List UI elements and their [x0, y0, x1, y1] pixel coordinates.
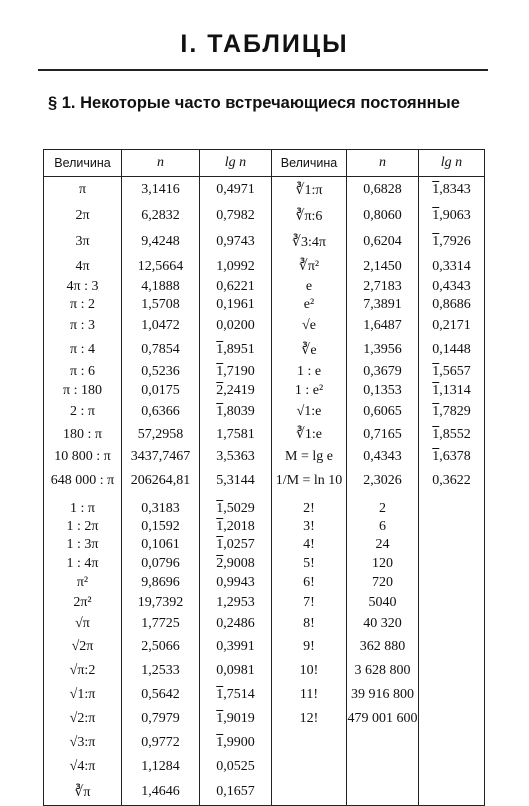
- table-row: [44, 446, 485, 467]
- mantissa: ,5657: [439, 363, 471, 379]
- table-row: [44, 755, 485, 779]
- n-cell: 0,7854: [122, 338, 200, 362]
- n-cell: 19,7392: [122, 593, 200, 613]
- n-cell: 57,2958: [122, 423, 200, 446]
- lg-n-cell: 0,9943: [200, 573, 272, 593]
- n-cell: 0,7979: [122, 707, 200, 731]
- lg-n-cell: [200, 400, 272, 423]
- lg-n-cell: 0,2486: [200, 613, 272, 635]
- bar-characteristic: 1: [432, 182, 440, 197]
- n-cell-2: 0,4343: [347, 446, 419, 467]
- n-cell-2: 0,7165: [347, 423, 419, 446]
- table-row: [44, 593, 485, 613]
- quantity-cell: π²: [44, 573, 122, 593]
- n-cell-2: [347, 779, 419, 806]
- header-quantity: Величина: [44, 150, 122, 177]
- n-cell: 0,6366: [122, 400, 200, 423]
- n-cell-2: [347, 731, 419, 755]
- lg-n-cell: 0,0525: [200, 755, 272, 779]
- quantity-cell-2: ∛1:e: [272, 423, 347, 446]
- table-row: [44, 381, 485, 400]
- quantity-cell-2: 6!: [272, 573, 347, 593]
- lg-n-cell: 0,9743: [200, 229, 272, 255]
- n-cell: 0,5236: [122, 362, 200, 381]
- lg-n-cell-2: [419, 518, 485, 536]
- lg-n-cell: [200, 731, 272, 755]
- quantity-cell: 2 : π: [44, 400, 122, 423]
- bar-characteristic: 1: [432, 426, 440, 442]
- bar-characteristic: 1: [216, 519, 224, 534]
- mantissa: ,1314: [439, 382, 471, 398]
- header-lg-n-2: lg n: [419, 150, 485, 177]
- quantity-cell: √π: [44, 613, 122, 635]
- table-row: [44, 467, 485, 495]
- quantity-cell: π : 180: [44, 381, 122, 400]
- lg-n-cell: [200, 683, 272, 707]
- table-row: [44, 400, 485, 423]
- n-cell-2: 120: [347, 554, 419, 573]
- quantity-cell: 2π: [44, 203, 122, 229]
- quantity-cell: √2:π: [44, 707, 122, 731]
- quantity-cell-2: M = lg e: [272, 446, 347, 467]
- lg-n-cell-2: 0,1448: [419, 338, 485, 362]
- mantissa: ,8951: [223, 342, 255, 357]
- bar-characteristic: 1: [432, 363, 440, 379]
- mantissa: ,8039: [223, 403, 255, 419]
- bar-characteristic: 1: [216, 403, 224, 419]
- lg-n-cell: [200, 554, 272, 573]
- header-quantity-2: Величина: [272, 150, 347, 177]
- quantity-cell-2: 4!: [272, 536, 347, 554]
- lg-n-cell-2: [419, 203, 485, 229]
- bar-characteristic: 1: [432, 234, 440, 249]
- n-cell: 1,5708: [122, 296, 200, 314]
- table-header-row: [44, 150, 485, 177]
- lg-n-cell: 0,1657: [200, 779, 272, 806]
- quantity-cell-2: 1/M = ln 10: [272, 467, 347, 495]
- n-cell-2: 2,3026: [347, 467, 419, 495]
- n-cell-2: 0,8060: [347, 203, 419, 229]
- bar-characteristic: 1: [216, 735, 224, 750]
- lg-n-cell-2: [419, 707, 485, 731]
- lg-n-cell: 0,7982: [200, 203, 272, 229]
- lg-n-cell-2: [419, 779, 485, 806]
- n-cell: 0,5642: [122, 683, 200, 707]
- quantity-cell-2: ∛π:6: [272, 203, 347, 229]
- header-n-2: n: [347, 150, 419, 177]
- lg-n-cell-2: [419, 554, 485, 573]
- mantissa: ,7926: [439, 234, 471, 249]
- n-cell-2: 6: [347, 518, 419, 536]
- quantity-cell-2: 2!: [272, 495, 347, 518]
- bar-characteristic: 2: [216, 555, 224, 571]
- lg-n-cell: [200, 495, 272, 518]
- n-cell: 1,4646: [122, 779, 200, 806]
- n-cell: 9,4248: [122, 229, 200, 255]
- mantissa: ,0257: [223, 537, 255, 552]
- quantity-cell-2: 8!: [272, 613, 347, 635]
- bar-characteristic: 1: [216, 537, 224, 552]
- n-cell: 1,7725: [122, 613, 200, 635]
- n-cell-2: 0,3679: [347, 362, 419, 381]
- n-cell-2: 40 320: [347, 613, 419, 635]
- quantity-cell: 1 : 4π: [44, 554, 122, 573]
- bar-characteristic: 1: [432, 448, 440, 464]
- lg-n-cell: 1,2953: [200, 593, 272, 613]
- n-cell: 2,5066: [122, 635, 200, 659]
- table-row: [44, 554, 485, 573]
- n-cell: 9,8696: [122, 573, 200, 593]
- lg-n-cell: [200, 381, 272, 400]
- bar-characteristic: 1: [216, 363, 224, 379]
- header-lg-n: lg n: [200, 150, 272, 177]
- n-cell-2: 0,6828: [347, 177, 419, 204]
- quantity-cell: √2π: [44, 635, 122, 659]
- table-row: [44, 613, 485, 635]
- mantissa: ,6378: [439, 448, 471, 464]
- table-row: [44, 635, 485, 659]
- n-cell: 3,1416: [122, 177, 200, 204]
- lg-n-cell-2: 0,8686: [419, 296, 485, 314]
- lg-n-cell-2: [419, 536, 485, 554]
- lg-n-cell-2: [419, 400, 485, 423]
- mantissa: ,8343: [439, 182, 471, 197]
- lg-n-cell-2: [419, 659, 485, 683]
- n-cell: 3437,7467: [122, 446, 200, 467]
- table-row: [44, 573, 485, 593]
- bar-characteristic: 1: [432, 382, 440, 398]
- table-row: [44, 229, 485, 255]
- n-cell-2: 2,7183: [347, 278, 419, 296]
- mantissa: ,2419: [223, 382, 255, 398]
- lg-n-cell: 0,3991: [200, 635, 272, 659]
- table-row: [44, 683, 485, 707]
- quantity-cell: 1 : 2π: [44, 518, 122, 536]
- n-cell: 1,2533: [122, 659, 200, 683]
- lg-n-cell-2: 0,4343: [419, 278, 485, 296]
- header-n: n: [122, 150, 200, 177]
- table-row: [44, 731, 485, 755]
- lg-n-cell-2: 0,2171: [419, 314, 485, 338]
- lg-n-cell: 0,0981: [200, 659, 272, 683]
- table-row: [44, 177, 485, 204]
- quantity-cell: √3:π: [44, 731, 122, 755]
- quantity-cell: √π:2: [44, 659, 122, 683]
- lg-n-cell: 0,4971: [200, 177, 272, 204]
- lg-n-cell-2: [419, 362, 485, 381]
- quantity-cell: 648 000 : π: [44, 467, 122, 495]
- lg-n-cell-2: [419, 573, 485, 593]
- n-cell: 0,0175: [122, 381, 200, 400]
- quantity-cell: 4π: [44, 255, 122, 278]
- n-cell-2: 39 916 800: [347, 683, 419, 707]
- quantity-cell: 1 : π: [44, 495, 122, 518]
- table-row: [44, 203, 485, 229]
- n-cell-2: 2,1450: [347, 255, 419, 278]
- quantity-cell-2: √e: [272, 314, 347, 338]
- lg-n-cell-2: 0,3314: [419, 255, 485, 278]
- table-row: [44, 707, 485, 731]
- n-cell: 1,0472: [122, 314, 200, 338]
- quantity-cell: 1 : 3π: [44, 536, 122, 554]
- lg-n-cell: 0,0200: [200, 314, 272, 338]
- n-cell: 4,1888: [122, 278, 200, 296]
- quantity-cell: 180 : π: [44, 423, 122, 446]
- quantity-cell: π: [44, 177, 122, 204]
- lg-n-cell-2: [419, 381, 485, 400]
- chapter-title: I. ТАБЛИЦЫ: [180, 30, 349, 58]
- lg-n-cell: 5,3144: [200, 467, 272, 495]
- quantity-cell-2: ∛1:π: [272, 177, 347, 204]
- lg-n-cell-2: 0,3622: [419, 467, 485, 495]
- n-cell: 206264,81: [122, 467, 200, 495]
- n-cell-2: 0,1353: [347, 381, 419, 400]
- lg-n-cell: 0,6221: [200, 278, 272, 296]
- n-cell-2: 3 628 800: [347, 659, 419, 683]
- mantissa: ,9008: [223, 555, 255, 571]
- bar-characteristic: 2: [216, 382, 224, 398]
- quantity-cell-2: 3!: [272, 518, 347, 536]
- lg-n-cell-2: [419, 683, 485, 707]
- n-cell: 0,3183: [122, 495, 200, 518]
- quantity-cell: π : 4: [44, 338, 122, 362]
- n-cell-2: 2: [347, 495, 419, 518]
- lg-n-cell: 0,1961: [200, 296, 272, 314]
- table-row: [44, 278, 485, 296]
- mantissa: ,9900: [223, 735, 255, 750]
- bar-characteristic: 1: [216, 711, 224, 726]
- quantity-cell: 3π: [44, 229, 122, 255]
- quantity-cell-2: 1 : e²: [272, 381, 347, 400]
- mantissa: ,9019: [223, 711, 255, 726]
- quantity-cell-2: e: [272, 278, 347, 296]
- n-cell-2: 7,3891: [347, 296, 419, 314]
- quantity-cell-2: 5!: [272, 554, 347, 573]
- lg-n-cell: [200, 338, 272, 362]
- lg-n-cell: [200, 536, 272, 554]
- bar-characteristic: 1: [432, 403, 440, 419]
- n-cell: 0,1592: [122, 518, 200, 536]
- lg-n-cell: [200, 518, 272, 536]
- table-row: [44, 779, 485, 806]
- table-row: [44, 255, 485, 278]
- quantity-cell: 2π²: [44, 593, 122, 613]
- lg-n-cell-2: [419, 229, 485, 255]
- lg-n-cell-2: [419, 446, 485, 467]
- quantity-cell: 10 800 : π: [44, 446, 122, 467]
- quantity-cell: 4π : 3: [44, 278, 122, 296]
- table-row: [44, 338, 485, 362]
- n-cell-2: [347, 755, 419, 779]
- quantity-cell-2: 12!: [272, 707, 347, 731]
- mantissa: ,7514: [223, 687, 255, 702]
- mantissa: ,7190: [223, 363, 255, 379]
- bar-characteristic: 1: [432, 208, 440, 223]
- quantity-cell: π : 3: [44, 314, 122, 338]
- table-row: [44, 659, 485, 683]
- lg-n-cell: 1,7581: [200, 423, 272, 446]
- lg-n-cell-2: [419, 495, 485, 518]
- lg-n-cell-2: [419, 177, 485, 204]
- table-row: [44, 536, 485, 554]
- lg-n-cell: 3,5363: [200, 446, 272, 467]
- quantity-cell-2: 7!: [272, 593, 347, 613]
- quantity-cell: π : 6: [44, 362, 122, 381]
- table-body: [44, 177, 485, 806]
- quantity-cell-2: [272, 779, 347, 806]
- quantity-cell: √4:π: [44, 755, 122, 779]
- quantity-cell-2: 11!: [272, 683, 347, 707]
- lg-n-cell: [200, 707, 272, 731]
- mantissa: ,7829: [439, 403, 471, 419]
- quantity-cell-2: ∛3:4π: [272, 229, 347, 255]
- n-cell-2: 24: [347, 536, 419, 554]
- constants-table: [43, 149, 485, 806]
- n-cell-2: 5040: [347, 593, 419, 613]
- lg-n-cell: 1,0992: [200, 255, 272, 278]
- n-cell-2: 720: [347, 573, 419, 593]
- n-cell-2: 479 001 600: [347, 707, 419, 731]
- table-row: [44, 362, 485, 381]
- table-row: [44, 423, 485, 446]
- quantity-cell-2: √1:e: [272, 400, 347, 423]
- quantity-cell-2: [272, 755, 347, 779]
- lg-n-cell-2: [419, 613, 485, 635]
- bar-characteristic: 1: [216, 687, 224, 702]
- section-title: § 1. Некоторые часто встречающиеся постоянные: [48, 94, 460, 112]
- n-cell: 1,1284: [122, 755, 200, 779]
- table-row: [44, 518, 485, 536]
- n-cell: 0,1061: [122, 536, 200, 554]
- n-cell: 0,0796: [122, 554, 200, 573]
- table-row: [44, 296, 485, 314]
- n-cell-2: 362 880: [347, 635, 419, 659]
- quantity-cell-2: [272, 731, 347, 755]
- n-cell-2: 1,6487: [347, 314, 419, 338]
- mantissa: ,2018: [223, 519, 255, 534]
- mantissa: ,5029: [223, 501, 255, 516]
- quantity-cell-2: ∛e: [272, 338, 347, 362]
- title-rule: [38, 69, 488, 71]
- quantity-cell: √1:π: [44, 683, 122, 707]
- n-cell-2: 0,6065: [347, 400, 419, 423]
- quantity-cell: π : 2: [44, 296, 122, 314]
- lg-n-cell-2: [419, 635, 485, 659]
- table-row: [44, 495, 485, 518]
- bar-characteristic: 1: [216, 501, 224, 516]
- n-cell: 0,9772: [122, 731, 200, 755]
- mantissa: ,8552: [439, 426, 471, 442]
- n-cell-2: 0,6204: [347, 229, 419, 255]
- quantity-cell-2: 9!: [272, 635, 347, 659]
- mantissa: ,9063: [439, 208, 471, 223]
- bar-characteristic: 1: [216, 342, 224, 357]
- lg-n-cell-2: [419, 593, 485, 613]
- quantity-cell-2: 1 : e: [272, 362, 347, 381]
- quantity-cell-2: e²: [272, 296, 347, 314]
- lg-n-cell-2: [419, 423, 485, 446]
- quantity-cell-2: 10!: [272, 659, 347, 683]
- quantity-cell: ∛π: [44, 779, 122, 806]
- lg-n-cell-2: [419, 755, 485, 779]
- n-cell: 12,5664: [122, 255, 200, 278]
- table-row: [44, 314, 485, 338]
- n-cell: 6,2832: [122, 203, 200, 229]
- lg-n-cell-2: [419, 731, 485, 755]
- n-cell-2: 1,3956: [347, 338, 419, 362]
- lg-n-cell: [200, 362, 272, 381]
- quantity-cell-2: ∛π²: [272, 255, 347, 278]
